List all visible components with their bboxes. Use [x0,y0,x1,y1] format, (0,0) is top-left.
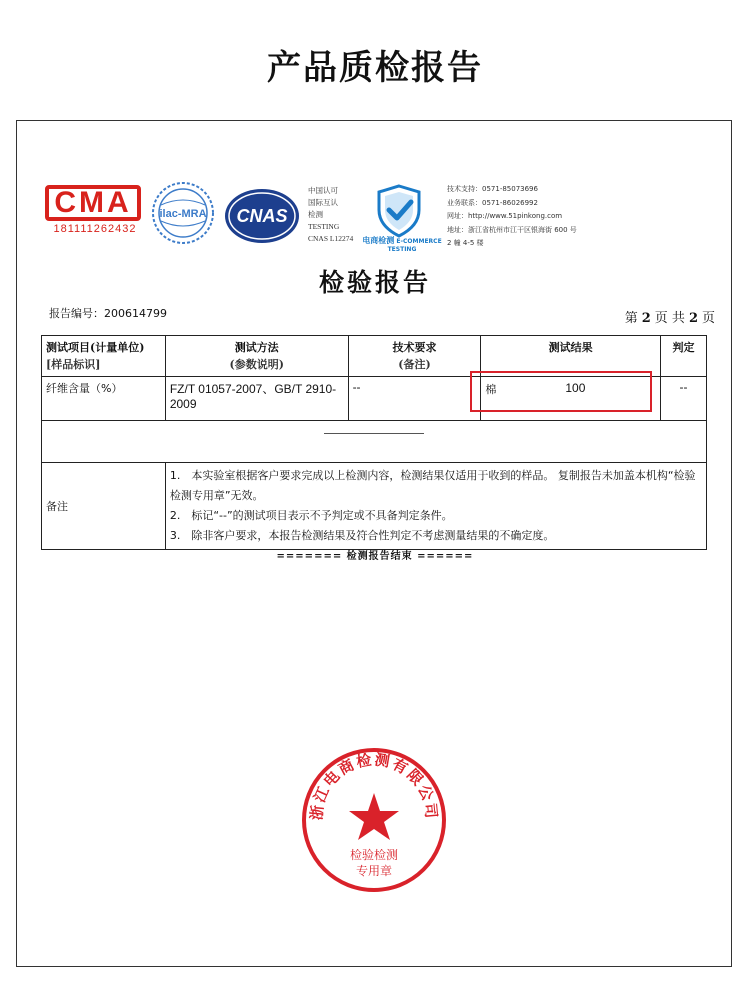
cell-item: 纤维含量（%） [42,377,166,421]
cma-logo: CMA 181111262432 [45,185,145,235]
ecom-testing-label: 电商检测 E-COMMERCE TESTING [362,236,442,253]
contact-building: 2 幢 4-5 楼 [447,239,484,247]
contact-address: 地址：浙江省杭州市江干区银海街 600 号 [447,225,577,234]
cell-requirement: -- [348,377,481,421]
note-item: 1. 本实验室根据客户要求完成以上检测内容，检测结果仅适用于收到的样品。 复制报告未加盖本机构“检验检测专用章”无效。 [169,469,696,502]
note-item: 3. 除非客户要求，本报告检测结果及符合性判定不考虑测量结果的不确定度。 [169,529,555,542]
recognition-text: 中国认可 国际互认 检测 TESTING CNAS L12274 [308,186,354,243]
contact-support: 技术支持：0571-85073696 [447,185,538,193]
result-value: 100 [565,381,586,395]
result-material: 棉 [485,383,497,396]
page-title: 产品质检报告 [267,48,483,88]
page-indicator: 第 2 页 共 2 页 [624,311,715,326]
header-judgement: 判定 [661,336,707,377]
report-end-marker: ======= 检测报告结束 ====== [276,551,474,562]
result-highlight-box [470,371,652,412]
report-heading: 检验报告 [318,268,431,297]
ilac-mra-logo [151,181,215,245]
svg-text:检验检测: 检验检测 [349,848,399,862]
note-item: 2. 标记“--”的测试项目表示不予判定或不具备判定条件。 [169,509,453,522]
svg-text:浙江电商检测有限公司: 浙江电商检测有限公司 [307,750,441,821]
cell-method: FZ/T 01057-2007、GB/T 2910-2009 [165,377,348,421]
header-requirement: 技术要求 (备注) [348,336,481,377]
official-seal [299,745,449,895]
header-method: 测试方法 (参数说明) [165,336,348,377]
test-result-table [41,335,707,550]
cell-judgement: -- [661,377,707,421]
blank-row [42,421,707,463]
cnas-logo [223,187,301,245]
report-number: 报告编号：200614799 [49,307,167,320]
contact-business: 业务联系：0571-86026992 [447,198,538,207]
divider [324,433,424,434]
header-result: 测试结果 [481,336,661,377]
star-icon [349,793,399,840]
cma-code: 181111262432 [53,223,137,235]
contact-info [447,183,577,251]
svg-text:专用章: 专用章 [355,864,393,878]
svg-text:ilac-MRA: ilac-MRA [159,208,207,220]
header-item: 测试项目(计量单位) [样品标识] [42,336,166,377]
notes-row [42,463,707,550]
notes-label: 备注 [42,463,166,550]
report-document [16,120,732,967]
svg-text:CNAS: CNAS [236,206,288,226]
notes-content [165,463,706,550]
contact-website: 网址：http://www.51pinkong.com [447,212,563,220]
